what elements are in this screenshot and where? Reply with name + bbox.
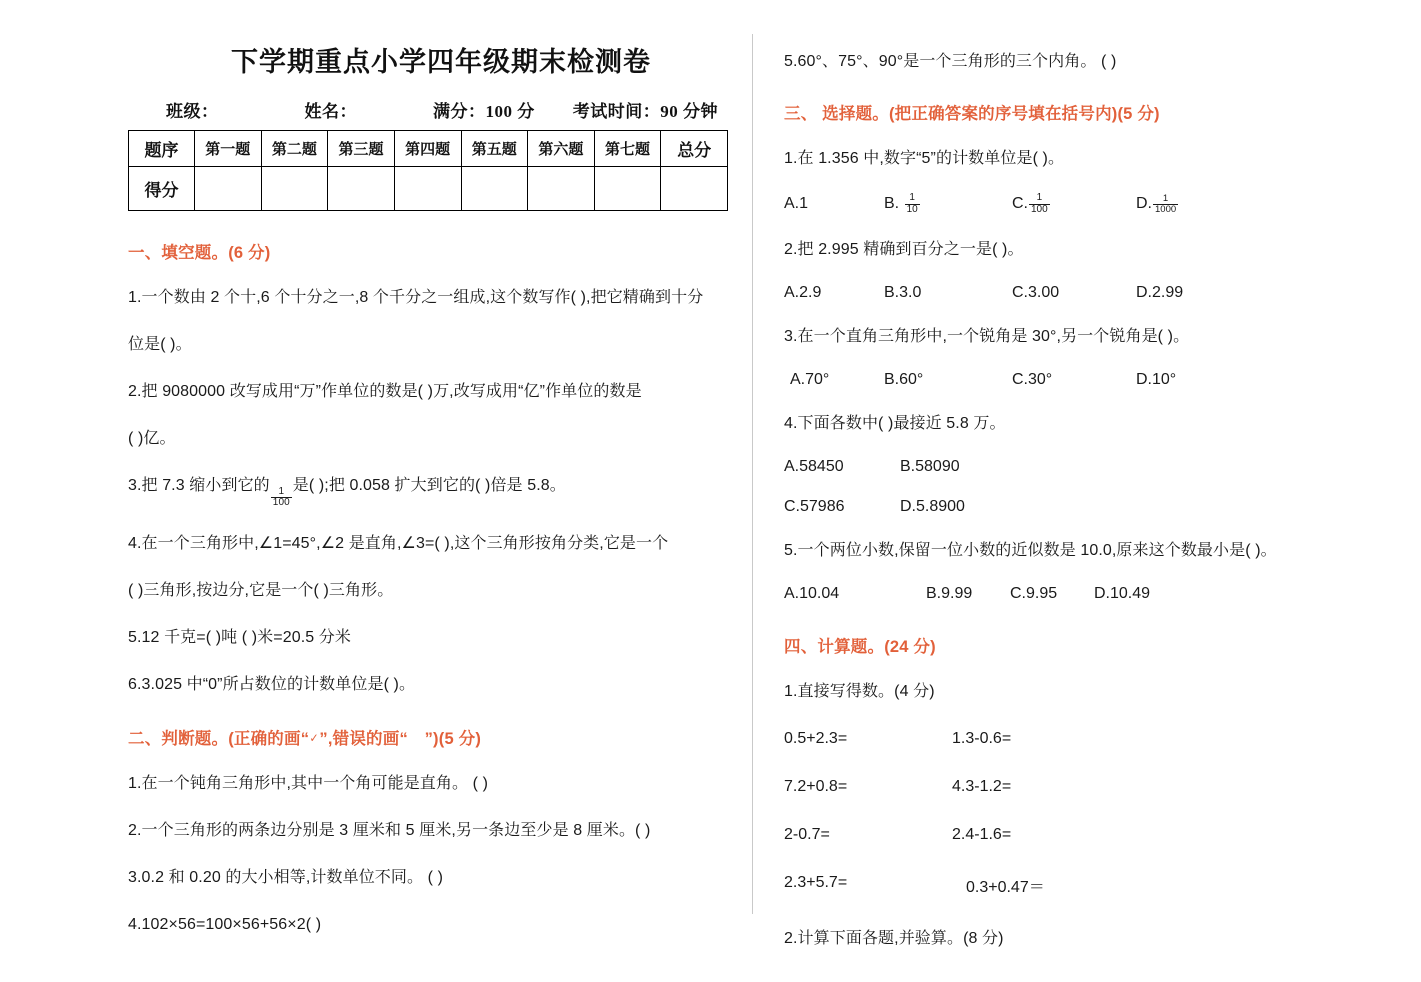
exam-time-label: 考试时间：90 分钟 <box>572 102 718 121</box>
calc-item-1: 0.5+2.3= <box>784 730 848 747</box>
s3-q1: 1.在 1.356 中,数字“5”的计数单位是( )。 <box>784 150 1065 167</box>
section2-title-mid: ”,错误的画“ ”) <box>319 729 439 748</box>
section-heading-calculation <box>784 633 1391 657</box>
score-cell-5[interactable] <box>461 167 528 211</box>
fraction-numerator: 1 <box>278 485 285 497</box>
full-score-label: 满分：100 分 <box>433 102 535 121</box>
score-table-row-label: 题序 <box>129 131 195 167</box>
s3-q5-option-d[interactable]: D.10.49 <box>1094 585 1151 602</box>
section3-note: (把正确答案的序号填在括号内)(5 分) <box>888 105 1160 123</box>
name-label: 姓名： <box>304 102 357 121</box>
section-heading-fill-in-blank <box>128 239 744 263</box>
section1-title: 一、填空题。 <box>128 244 229 262</box>
score-table <box>128 130 728 211</box>
table-row-header <box>129 131 728 167</box>
s1-q5: 5.12 千克=( )吨 ( )米=20.5 分米 <box>128 628 352 646</box>
score-cell-6[interactable] <box>528 167 595 211</box>
score-table-col-total: 总分 <box>661 131 728 167</box>
s3-q5-option-b[interactable]: B.9.99 <box>926 585 973 602</box>
s3-q4-options-row2 <box>784 498 1391 516</box>
s3-q3-options <box>784 371 1391 389</box>
s3-q2-option-c[interactable]: C.3.00 <box>1012 284 1060 301</box>
mental-arithmetic-grid <box>784 730 1391 897</box>
s1-q6: 6.3.025 中“0”所占数位的计数单位是( )。 <box>128 675 416 693</box>
s3-q5: 5.一个两位小数,保留一位小数的近似数是 10.0,原来这个数最小是( )。 <box>784 542 1277 559</box>
s3-q1-option-c[interactable] <box>1012 193 1136 215</box>
s3-q4-option-a[interactable]: A.58450 <box>784 458 844 475</box>
score-cell-7[interactable] <box>594 167 661 211</box>
fraction-numerator: 1 <box>909 192 915 203</box>
calc-item-8: 0.3+0.47＝ <box>966 879 1045 896</box>
s3-q3-option-c[interactable]: C.30° <box>1012 371 1053 388</box>
s3-q4-options-row1 <box>784 458 1391 476</box>
section-heading-multiple-choice <box>784 100 1391 124</box>
s1-q2-line1: 2.把 9080000 改写成用“万”作单位的数是( )万,改写成用“亿”作单位的数是 <box>128 383 642 400</box>
calc-item-5: 2-0.7= <box>784 826 830 843</box>
s4-sub2-heading: 2.计算下面各题,并验算。(8 分) <box>784 930 1004 947</box>
section2-points: (5 分) <box>438 729 482 748</box>
s3-q1-option-d[interactable] <box>1136 194 1179 215</box>
score-cell-4[interactable] <box>394 167 461 211</box>
section-heading-true-false <box>128 725 744 749</box>
section2-title-pre: 二、判断题。(正确的画“ <box>128 729 310 748</box>
s3-q2-options <box>784 284 1391 302</box>
check-mark-icon: ✓ <box>309 730 319 745</box>
s2-q1: 1.在一个钝角三角形中,其中一个角可能是直角。 ( ) <box>128 774 489 792</box>
s3-q2-option-b[interactable]: B.3.0 <box>884 284 922 301</box>
option-c-prefix: C. <box>1012 195 1028 212</box>
score-cell-1[interactable] <box>195 167 262 211</box>
s2-q3: 3.0.2 和 0.20 的大小相等,计数单位不同。 ( ) <box>128 868 444 886</box>
s3-q2: 2.把 2.995 精确到百分之一是( )。 <box>784 241 1024 258</box>
fraction-numerator: 1 <box>1036 192 1043 203</box>
s3-q4: 4.下面各数中( )最接近 5.8 万。 <box>784 415 1006 432</box>
fraction-one-hundredth <box>1029 193 1050 215</box>
score-cell-total[interactable] <box>661 167 728 211</box>
score-table-col-5: 第五题 <box>461 131 528 167</box>
s3-q5-option-a[interactable]: A.10.04 <box>784 585 840 602</box>
score-table-col-6: 第六题 <box>528 131 595 167</box>
s3-q4-option-d[interactable]: D.5.8900 <box>900 498 965 515</box>
s1-q1-line2: 位是( )。 <box>128 336 192 353</box>
score-table-col-7: 第七题 <box>594 131 661 167</box>
s1-q3-post: 是( );把 0.058 扩大到它的( )倍是 5.8。 <box>292 477 566 494</box>
s3-q4-option-b[interactable]: B.58090 <box>900 458 960 475</box>
fraction-denominator: 1000 <box>1155 203 1177 215</box>
s2-q4: 4.102×56=100×56+56×2( ) <box>128 915 322 933</box>
section1-points: (6 分) <box>228 244 271 262</box>
score-table-col-4: 第四题 <box>394 131 461 167</box>
score-table-col-1: 第一题 <box>195 131 262 167</box>
calc-item-7: 2.3+5.7= <box>784 874 848 891</box>
s3-q3-option-d[interactable]: D.10° <box>1136 371 1177 388</box>
right-column <box>752 0 1421 982</box>
s3-q2-option-d[interactable]: D.2.99 <box>1136 284 1184 301</box>
fraction-one-tenth <box>905 193 920 215</box>
s3-q5-options <box>784 585 1391 603</box>
s1-q4-line1: 4.在一个三角形中,∠1=45°,∠2 是直角,∠3=( ),这个三角形按角分类,它是一个 <box>128 534 669 552</box>
section4-points: (24 分) <box>884 638 936 656</box>
s1-q3-pre: 3.把 7.3 缩小到它的 <box>128 477 270 494</box>
calc-item-6: 2.4-1.6= <box>952 826 1012 843</box>
s3-q1-option-b[interactable] <box>884 193 1012 215</box>
section4-title: 四、计算题。 <box>784 638 885 656</box>
s3-q1-options <box>784 193 1391 215</box>
calc-item-4: 4.3-1.2= <box>952 778 1012 795</box>
s3-q5-option-c[interactable]: C.9.95 <box>1010 585 1058 602</box>
section3-title: 三、 选择题。 <box>784 105 889 123</box>
s3-q4-option-c[interactable]: C.57986 <box>784 498 845 515</box>
score-cell-3[interactable] <box>328 167 395 211</box>
fraction-numerator: 1 <box>1162 192 1169 204</box>
score-table-col-3: 第三题 <box>328 131 395 167</box>
s1-q4-line2: ( )三角形,按边分,它是一个( )三角形。 <box>128 581 394 599</box>
s1-q2-line2: ( )亿。 <box>128 430 176 447</box>
score-row-label: 得分 <box>129 167 195 211</box>
class-label: 班级： <box>166 102 219 121</box>
s4-sub1-heading: 1.直接写得数。(4 分) <box>784 683 935 700</box>
page-title: 下学期重点小学四年级期末检测卷 <box>231 47 651 77</box>
exam-meta-row <box>128 97 744 122</box>
s3-q3: 3.在一个直角三角形中,一个锐角是 30°,另一个锐角是( )。 <box>784 328 1190 345</box>
fraction-denominator: 100 <box>272 497 290 508</box>
s2-q5: 5.60°、75°、90°是一个三角形的三个内角。 ( ) <box>784 53 1117 70</box>
s3-q1-option-a[interactable]: A.1 <box>784 195 809 212</box>
s1-q3 <box>128 474 744 509</box>
option-d-prefix: D. <box>1136 195 1152 212</box>
calc-item-2: 1.3-0.6= <box>952 730 1012 747</box>
score-cell-2[interactable] <box>261 167 328 211</box>
calc-item-3: 7.2+0.8= <box>784 778 848 795</box>
s2-q2: 2.一个三角形的两条边分别是 3 厘米和 5 厘米,另一条边至少是 8 厘米。( ) <box>128 821 651 839</box>
fraction-denominator: 10 <box>906 203 918 215</box>
score-table-col-2: 第二题 <box>261 131 328 167</box>
fraction-denominator: 100 <box>1031 203 1048 215</box>
s3-q3-option-a[interactable]: A.70° <box>790 371 830 388</box>
fraction-one-thousandth <box>1153 194 1178 215</box>
s1-q1-line1: 1.一个数由 2 个十,6 个十分之一,8 个千分之一组成,这个数写作( ),把它精确到十分 <box>128 289 704 306</box>
table-row-scores <box>129 167 728 211</box>
fraction-one-hundredth <box>271 487 292 509</box>
s3-q2-option-a[interactable]: A.2.9 <box>784 284 822 301</box>
option-b-prefix: B. <box>884 195 900 212</box>
s3-q3-option-b[interactable]: B.60° <box>884 371 924 388</box>
